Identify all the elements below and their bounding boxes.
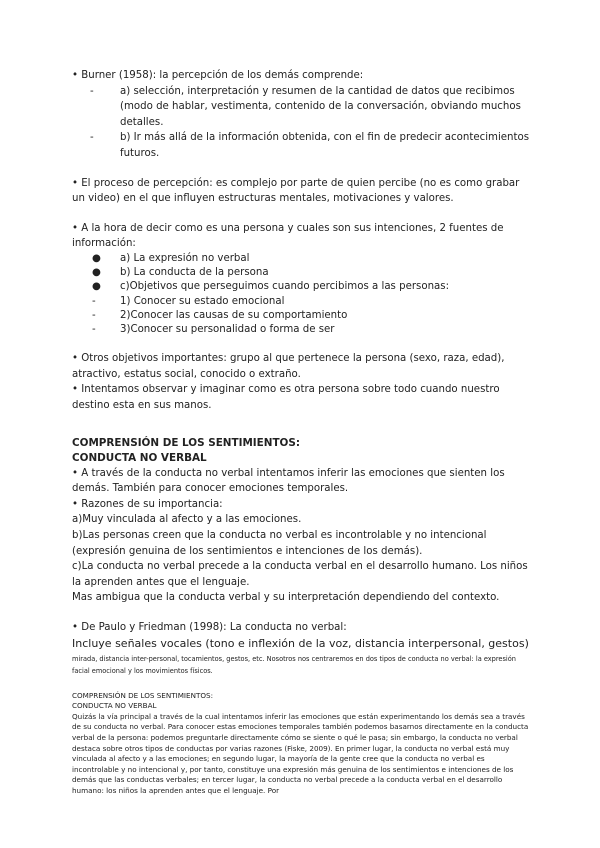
- list-item-text: 1) Conocer su estado emocional: [120, 295, 285, 307]
- paragraph: c)La conducta no verbal precede a la conducta verbal en el desarrollo humano. Los niños la aprenden antes que el lenguaje.: [72, 561, 528, 588]
- section-fuentes: [72, 221, 532, 337]
- excerpt-heading: COMPRENSIÓN DE LOS SENTIMIENTOS:: [72, 690, 213, 700]
- section-subheading: CONDUCTA NO VERBAL: [72, 451, 207, 464]
- list-item: [92, 266, 532, 280]
- list-item-text: b) Ir más allá de la información obtenida, con el fin de predecir acontecimientos futuros.: [120, 132, 530, 159]
- bullet-marker: ●: [92, 267, 101, 279]
- depaulo-title: • De Paulo y Friedman (1998): La conducta no verbal:: [72, 621, 347, 633]
- depaulo-body: [72, 636, 532, 676]
- list-item: [90, 130, 532, 161]
- otros-paragraph: • Otros objetivos importantes: grupo al que pertenece la persona (sexo, raza, edad), atractivo, estatus social, conocido o extraño.: [72, 353, 505, 380]
- list-item-text: a) La expresión no verbal: [120, 252, 250, 264]
- section-depaulo: [72, 620, 532, 677]
- proceso-paragraph: • El proceso de percepción: es complejo por parte de quien percibe (no es como grabar un video) en el que influyen estructuras mentales, motivaciones y valores.: [72, 177, 520, 205]
- dash-marker: -: [90, 85, 94, 97]
- dash-marker: -: [92, 295, 96, 307]
- list-item: [92, 280, 532, 294]
- bullet-marker: ●: [92, 281, 101, 293]
- dash-marker: -: [90, 132, 94, 144]
- burner-intro: • Burner (1958): la percepción de los demás comprende:: [72, 70, 364, 81]
- list-item: [90, 84, 532, 131]
- dash-marker: -: [92, 323, 96, 335]
- paragraph: Mas ambigua que la conducta verbal y su interpretación dependiendo del contexto.: [72, 592, 500, 604]
- list-item-text: c)Objetivos que perseguimos cuando percibimos a las personas:: [120, 281, 450, 293]
- paragraph: b)Las personas creen que la conducta no verbal es incontrolable y no intencional (expresión genuina de los sentimientos e intenciones de los demás).: [72, 529, 487, 557]
- list-item-text: a) selección, interpretación y resumen de la cantidad de datos que recibimos (modo de hablar, vestimenta, contenido de la conversación, obviando muchos detalles.: [120, 85, 521, 128]
- dash-marker: -: [92, 309, 96, 321]
- list-item: [92, 295, 532, 309]
- list-item-text: b) La conducta de la persona: [120, 267, 269, 279]
- bullet-marker: ●: [92, 252, 101, 264]
- depaulo-small-text: mirada, distancia inter-personal, tocamientos, gestos, etc. Nosotros nos centraremos en dos tipos de conducta no verbal: la expresión facial emocional y los movimientos físicos.: [72, 654, 516, 675]
- section-excerpt: [72, 691, 532, 797]
- list-item: [92, 323, 532, 337]
- intentamos-paragraph: • Intentamos observar y imaginar como es otra persona sobre todo cuando nuestro destino esta en sus manos.: [72, 384, 500, 411]
- paragraph: • Razones de su importancia:: [72, 498, 223, 510]
- document-page: [72, 68, 532, 797]
- list-item-text: 2)Conocer las causas de su comportamiento: [120, 309, 348, 321]
- fuentes-intro: • A la hora de decir como es una persona y cuales son sus intenciones, 2 fuentes de información:: [72, 222, 504, 250]
- section-burner: [72, 68, 532, 162]
- list-item: [92, 309, 532, 323]
- paragraph: a)Muy vinculada al afecto y a las emociones.: [72, 514, 302, 526]
- excerpt-paragraph: Quizás la vía principal a través de la cual intentamos inferir las emociones que están experimentando los demás sea a través de su conducta no verbal. Para conocer estas emociones temporales también podemos basarnos directamente en la conducta verbal de la persona: podemos preguntarle directamente cómo se siente o qué le pasa; sin embargo, la conducta no verbal destaca sobre otros tipos de conductas por varias razones (Fiske, 2009). En primer lugar, la conducta no verbal está muy vinculada al afecto y a las emociones; en segundo lugar, la mayoría de la gente cree que la conducta no verbal es incontrolable y no intencional y, por tanto, constituye una expresión más genuina de los sentimientos e intenciones de los demás que las conductas verbales; en tercer lugar, la conducta no verbal precede a la conducta verbal en el desarrollo humano: los niños la aprenden antes que el lenguaje. Por: [72, 711, 529, 796]
- section-comprension: [72, 436, 532, 606]
- paragraph: • A través de la conducta no verbal intentamos inferir las emociones que sienten los demás. También para conocer emociones temporales.: [72, 467, 505, 495]
- section-heading: COMPRENSIÓN DE LOS SENTIMIENTOS:: [72, 436, 301, 449]
- excerpt-subheading: CONDUCTA NO VERBAL: [72, 701, 157, 711]
- list-item: [92, 252, 532, 266]
- section-otros: [72, 351, 532, 413]
- list-item-text: 3)Conocer su personalidad o forma de ser: [120, 323, 335, 335]
- section-proceso: [72, 176, 532, 207]
- depaulo-large-text: Incluye señales vocales (tono e inflexión de la voz, distancia interpersonal, gestos): [72, 637, 529, 651]
